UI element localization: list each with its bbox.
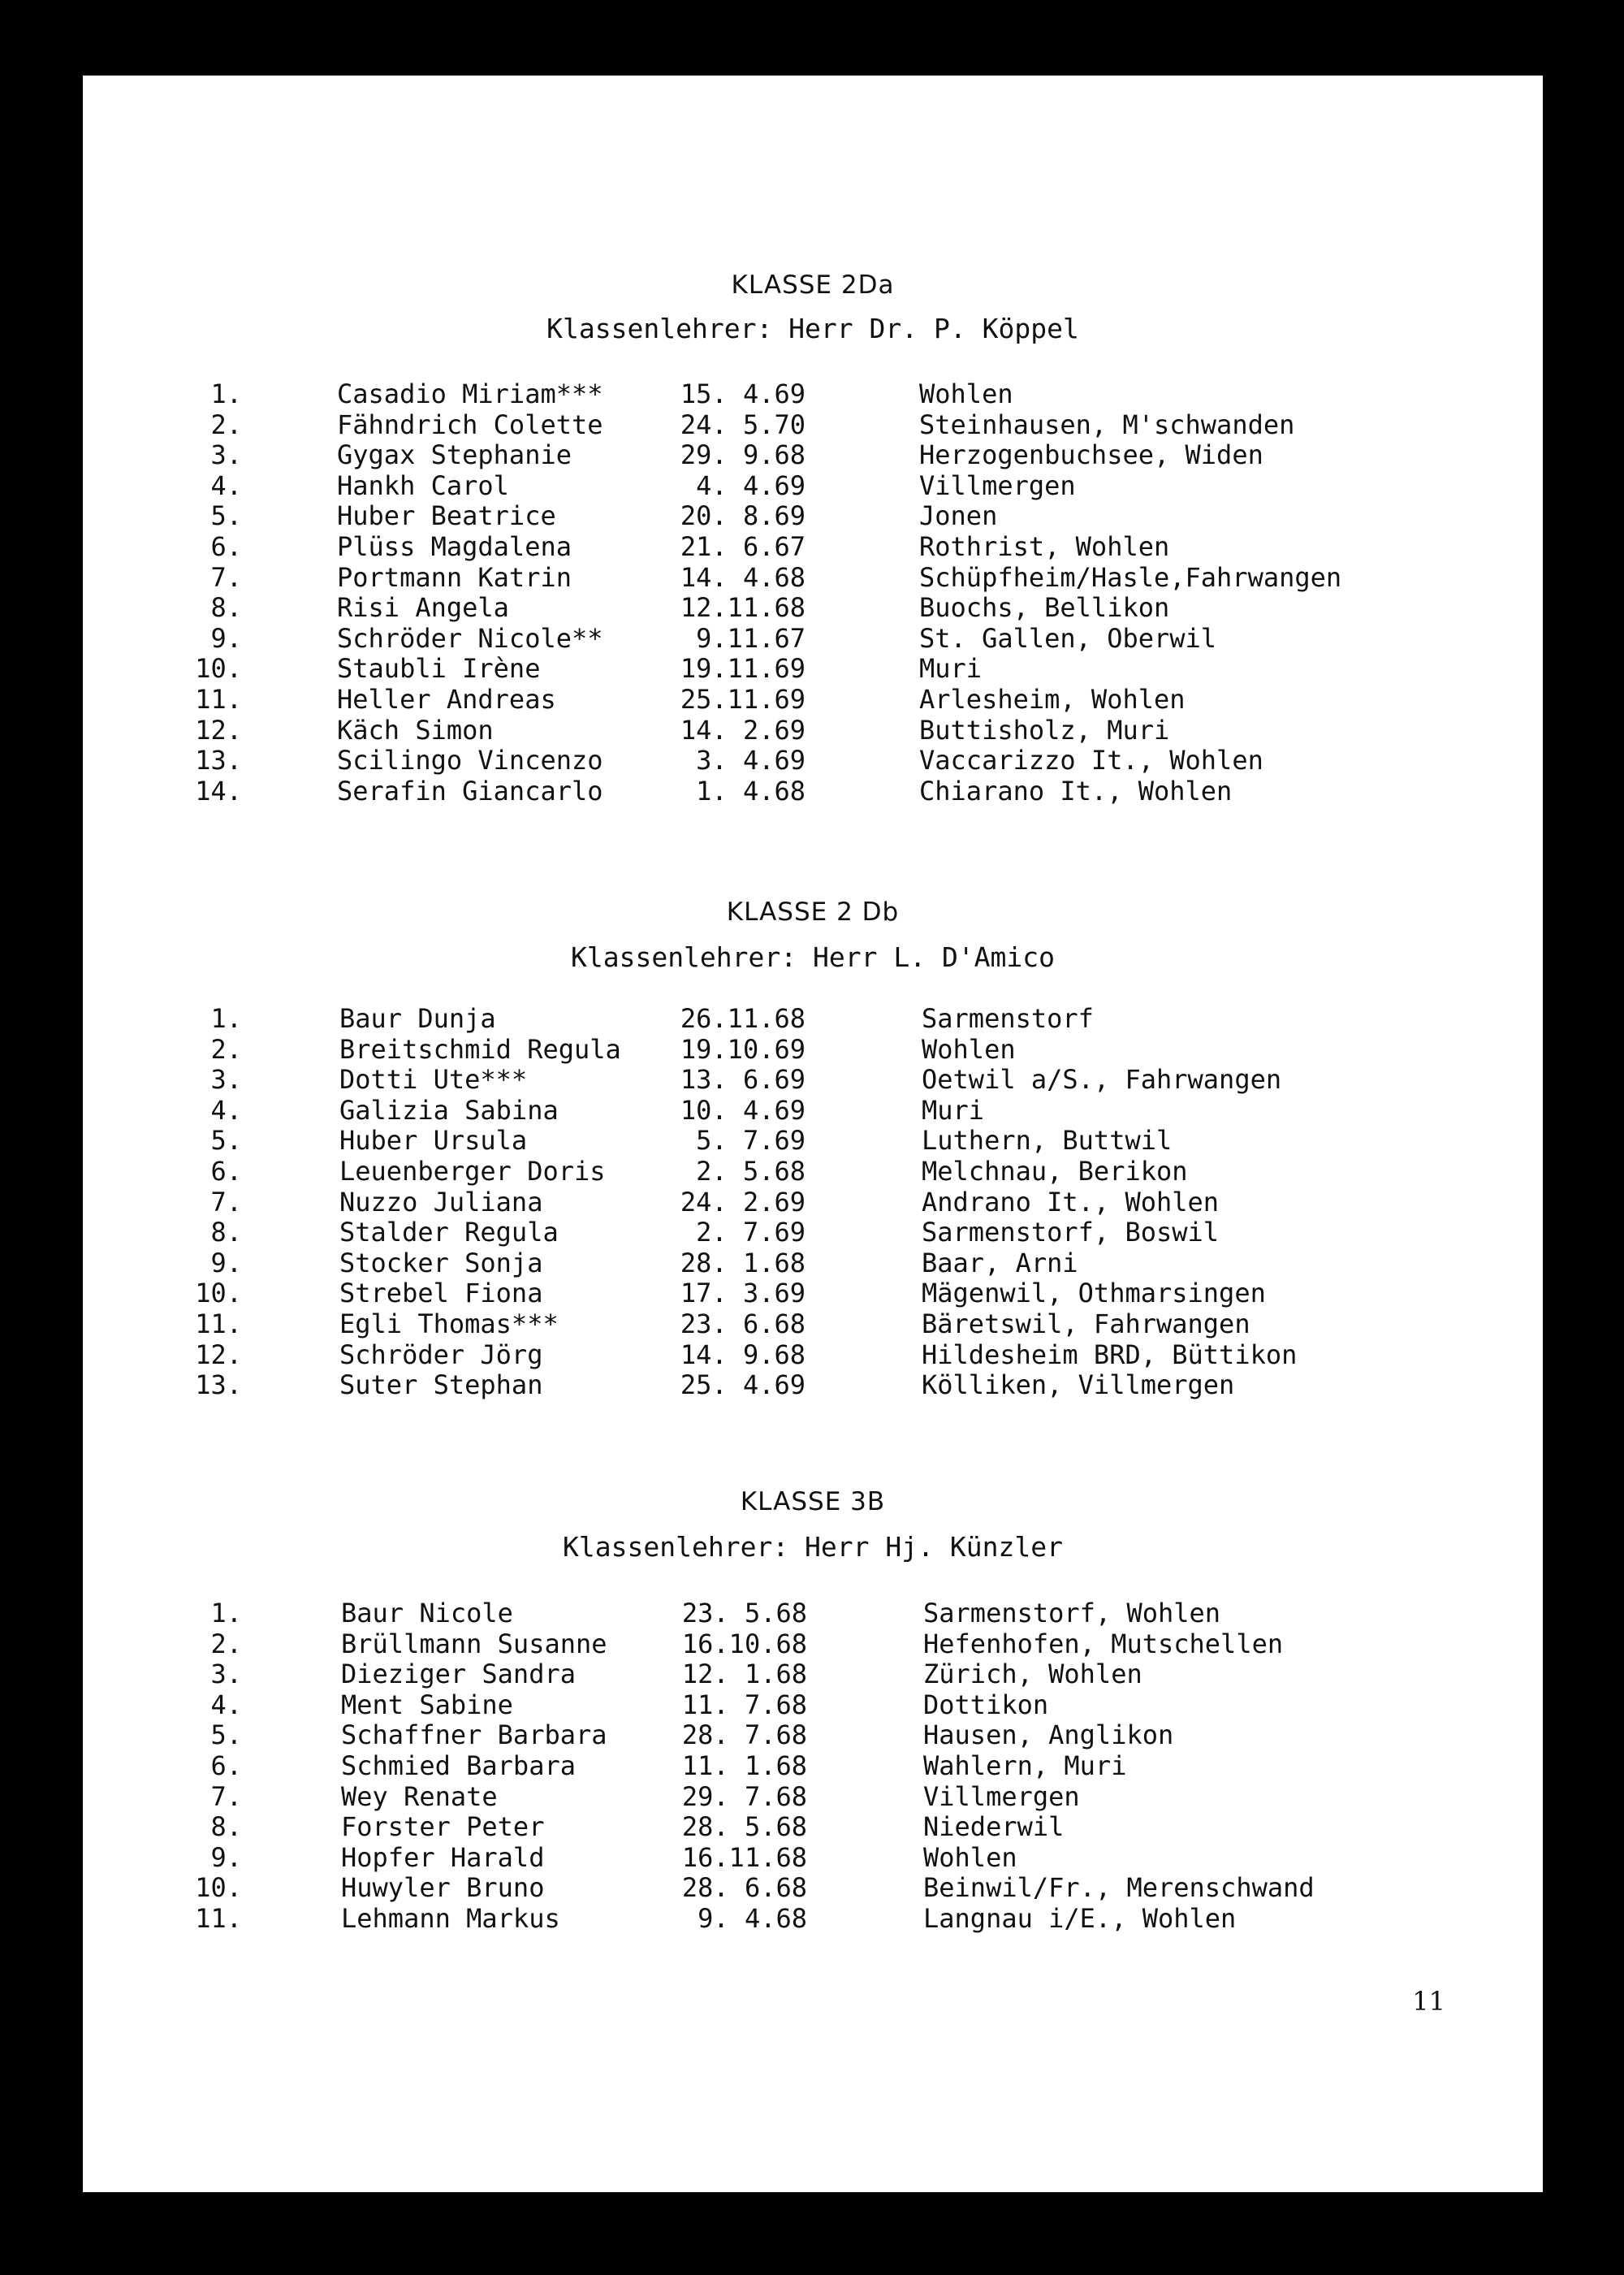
student-row (83, 1065, 1543, 1096)
student-residence: Sarmenstorf, Wohlen (923, 1598, 1221, 1628)
student-residence: Baar, Arni (922, 1247, 1078, 1278)
student-number: 1. (210, 378, 242, 409)
student-row (83, 1157, 1543, 1187)
student-residence: Niederwil (923, 1811, 1065, 1843)
student-birthdate: 14. 2.69 (680, 714, 806, 746)
student-birthdate: 5. 7.69 (696, 1125, 806, 1157)
student-residence: St. Gallen, Oberwil (919, 622, 1217, 654)
student-row (83, 1218, 1543, 1248)
student-number: 12. (195, 1339, 242, 1370)
student-row (83, 1904, 1543, 1935)
student-name: Galizia Sabina (339, 1094, 559, 1126)
student-name: Risi Angela (337, 592, 509, 624)
student-residence: Bäretswil, Fahrwangen (922, 1308, 1250, 1339)
student-birthdate: 26.11.68 (680, 1003, 806, 1034)
student-name: Dieziger Sandra (341, 1659, 576, 1690)
student-residence: Wohlen (922, 1033, 1016, 1065)
student-name: Breitschmid Regula (339, 1033, 621, 1065)
class-title: KLASSE 2 Db (726, 897, 900, 927)
document-page (83, 76, 1543, 2192)
student-residence: Beinwil/Fr., Merenschwand (923, 1872, 1315, 1904)
student-number: 14. (195, 775, 242, 807)
student-name: Heller Andreas (337, 683, 556, 715)
student-name: Lehmann Markus (341, 1902, 560, 1934)
student-number: 2. (210, 1033, 242, 1065)
student-name: Strebel Fiona (339, 1278, 543, 1309)
student-residence: Dottikon (923, 1689, 1049, 1720)
student-birthdate: 9. 4.68 (698, 1902, 807, 1934)
student-row (83, 471, 1543, 502)
student-name: Serafin Giancarlo (337, 775, 603, 807)
student-birthdate: 9.11.67 (696, 622, 806, 654)
student-residence: Wohlen (923, 1841, 1017, 1873)
student-number: 7. (210, 1186, 242, 1218)
student-number: 3. (210, 1064, 242, 1096)
student-residence: Sarmenstorf (922, 1003, 1094, 1034)
student-residence: Melchnau, Berikon (922, 1155, 1188, 1187)
class-teacher: Klassenlehrer: Herr L. D'Amico (570, 941, 1056, 973)
student-number: 8. (210, 1811, 242, 1843)
student-name: Schaffner Barbara (341, 1719, 607, 1751)
student-row (83, 1629, 1543, 1660)
student-row (83, 1004, 1543, 1035)
student-birthdate: 4. 4.69 (696, 469, 806, 501)
student-residence: Oetwil a/S., Fahrwangen (922, 1064, 1282, 1096)
class-title: KLASSE 2Da (731, 270, 895, 300)
student-name: Käch Simon (337, 714, 494, 746)
student-name: Portmann Katrin (337, 561, 572, 593)
student-residence: Langnau i/E., Wohlen (923, 1902, 1237, 1934)
student-row (83, 1035, 1543, 1066)
student-name: Scilingo Vincenzo (337, 745, 603, 776)
student-row (83, 1873, 1543, 1904)
student-birthdate: 19.10.69 (680, 1033, 806, 1065)
student-number: 9. (210, 622, 242, 654)
student-name: Gygax Stephanie (337, 439, 572, 471)
student-number: 3. (210, 1659, 242, 1690)
student-birthdate: 15. 4.69 (680, 378, 806, 409)
student-number: 12. (195, 714, 242, 746)
student-birthdate: 25. 4.69 (680, 1369, 806, 1401)
student-name: Suter Stephan (339, 1369, 543, 1401)
student-row (83, 593, 1543, 624)
student-residence: Sarmenstorf, Boswil (922, 1217, 1220, 1248)
student-name: Nuzzo Juliana (339, 1186, 543, 1218)
student-residence: Villmergen (919, 469, 1076, 501)
student-birthdate: 11. 7.68 (681, 1689, 807, 1720)
student-name: Forster Peter (341, 1811, 545, 1843)
student-row (83, 1782, 1543, 1813)
student-name: Schröder Jörg (339, 1339, 543, 1370)
student-name: Hopfer Harald (341, 1841, 545, 1873)
student-birthdate: 12.11.68 (680, 592, 806, 624)
student-residence: Hausen, Anglikon (923, 1719, 1174, 1751)
student-number: 4. (210, 1094, 242, 1126)
student-name: Casadio Miriam*** (337, 378, 603, 409)
student-residence: Jonen (919, 500, 998, 532)
student-residence: Buttisholz, Muri (919, 714, 1170, 746)
student-residence: Buochs, Bellikon (919, 592, 1170, 624)
student-birthdate: 16.10.68 (681, 1628, 807, 1659)
student-number: 1. (210, 1003, 242, 1034)
student-number: 6. (210, 1155, 242, 1187)
student-number: 10. (195, 653, 242, 685)
student-list (83, 1004, 1543, 1401)
student-residence: Herzogenbuchsee, Widen (919, 439, 1263, 471)
student-name: Hankh Carol (337, 469, 509, 501)
student-number: 4. (210, 469, 242, 501)
student-name: Huber Ursula (339, 1125, 528, 1157)
student-number: 10. (195, 1872, 242, 1904)
student-row (83, 440, 1543, 471)
student-birthdate: 28. 5.68 (681, 1811, 807, 1843)
student-birthdate: 12. 1.68 (681, 1659, 807, 1690)
student-birthdate: 29. 7.68 (681, 1780, 807, 1812)
student-row (83, 1096, 1543, 1127)
student-row (83, 716, 1543, 746)
student-number: 5. (210, 1125, 242, 1157)
student-birthdate: 19.11.69 (680, 653, 806, 685)
student-residence: Muri (922, 1094, 985, 1126)
student-residence: Muri (919, 653, 983, 685)
student-name: Ment Sabine (341, 1689, 513, 1720)
student-row (83, 563, 1543, 594)
student-birthdate: 20. 8.69 (680, 500, 806, 532)
student-row (83, 654, 1543, 685)
student-name: Dotti Ute*** (339, 1064, 528, 1096)
student-name: Staubli Irène (337, 653, 541, 685)
student-row (83, 624, 1543, 655)
student-number: 1. (210, 1598, 242, 1628)
student-number: 5. (210, 1719, 242, 1751)
student-row (83, 1720, 1543, 1751)
student-row (83, 1370, 1543, 1401)
student-birthdate: 13. 6.69 (680, 1064, 806, 1096)
student-name: Leuenberger Doris (339, 1155, 606, 1187)
student-row (83, 1248, 1543, 1279)
student-number: 8. (210, 592, 242, 624)
student-name: Schröder Nicole** (337, 622, 603, 654)
student-number: 8. (210, 1217, 242, 1248)
student-name: Huwyler Bruno (341, 1872, 545, 1904)
student-row (83, 1659, 1543, 1690)
student-name: Baur Dunja (339, 1003, 496, 1034)
student-row (83, 1278, 1543, 1309)
student-list (83, 379, 1543, 807)
student-residence: Andrano It., Wohlen (922, 1186, 1220, 1218)
student-row (83, 746, 1543, 776)
student-number: 7. (210, 561, 242, 593)
student-number: 6. (210, 1750, 242, 1781)
student-number: 13. (195, 745, 242, 776)
student-name: Stalder Regula (339, 1217, 559, 1248)
student-residence: Wohlen (919, 378, 1013, 409)
student-name: Schmied Barbara (341, 1750, 576, 1781)
student-number: 11. (195, 1902, 242, 1934)
student-birthdate: 2. 5.68 (696, 1155, 806, 1187)
student-number: 4. (210, 1689, 242, 1720)
student-residence: Villmergen (923, 1780, 1080, 1812)
student-birthdate: 3. 4.69 (696, 745, 806, 776)
student-birthdate: 25.11.69 (680, 683, 806, 715)
student-row (83, 1751, 1543, 1782)
student-row (83, 1187, 1543, 1218)
student-residence: Steinhausen, M'schwanden (919, 409, 1295, 440)
student-residence: Rothrist, Wohlen (919, 530, 1170, 562)
student-birthdate: 1. 4.68 (696, 775, 806, 807)
student-residence: Kölliken, Villmergen (922, 1369, 1235, 1401)
student-name: Brüllmann Susanne (341, 1628, 607, 1659)
student-row (83, 379, 1543, 410)
student-row (83, 776, 1543, 807)
student-birthdate: 23. 5.68 (681, 1598, 807, 1628)
student-residence: Hefenhofen, Mutschellen (923, 1628, 1284, 1659)
student-number: 3. (210, 439, 242, 471)
page-number: 11 (1412, 1986, 1445, 2017)
student-birthdate: 28. 7.68 (681, 1719, 807, 1751)
student-row (83, 501, 1543, 532)
student-residence: Arlesheim, Wohlen (919, 683, 1186, 715)
student-number: 9. (210, 1841, 242, 1873)
student-birthdate: 10. 4.69 (680, 1094, 806, 1126)
student-name: Egli Thomas*** (339, 1308, 559, 1339)
student-birthdate: 24. 2.69 (680, 1186, 806, 1218)
student-number: 7. (210, 1780, 242, 1812)
student-name: Wey Renate (341, 1780, 498, 1812)
student-row (83, 1598, 1543, 1629)
student-residence: Hildesheim BRD, Büttikon (922, 1339, 1298, 1370)
student-number: 2. (210, 1628, 242, 1659)
student-birthdate: 14. 4.68 (680, 561, 806, 593)
student-name: Stocker Sonja (339, 1247, 543, 1278)
class-teacher: Klassenlehrer: Herr Dr. P. Köppel (546, 313, 1079, 344)
student-birthdate: 28. 6.68 (681, 1872, 807, 1904)
student-name: Fähndrich Colette (337, 409, 603, 440)
student-residence: Luthern, Buttwil (922, 1125, 1173, 1157)
student-number: 13. (195, 1369, 242, 1401)
student-residence: Mägenwil, Othmarsingen (922, 1278, 1266, 1309)
student-birthdate: 28. 1.68 (680, 1247, 806, 1278)
student-residence: Zürich, Wohlen (923, 1659, 1142, 1690)
student-name: Baur Nicole (341, 1598, 513, 1628)
student-birthdate: 14. 9.68 (680, 1339, 806, 1370)
student-name: Huber Beatrice (337, 500, 556, 532)
student-row (83, 1690, 1543, 1721)
student-birthdate: 29. 9.68 (680, 439, 806, 471)
student-number: 9. (210, 1247, 242, 1278)
class-title: KLASSE 3B (740, 1487, 886, 1516)
student-row (83, 685, 1543, 716)
student-birthdate: 23. 6.68 (680, 1308, 806, 1339)
student-name: Plüss Magdalena (337, 530, 572, 562)
student-row (83, 532, 1543, 563)
student-row (83, 1340, 1543, 1371)
student-number: 11. (195, 1308, 242, 1339)
student-row (83, 1126, 1543, 1157)
student-residence: Chiarano It., Wohlen (919, 775, 1233, 807)
student-birthdate: 24. 5.70 (680, 409, 806, 440)
student-number: 10. (195, 1278, 242, 1309)
student-residence: Vaccarizzo It., Wohlen (919, 745, 1263, 776)
class-teacher: Klassenlehrer: Herr Hj. Künzler (563, 1531, 1063, 1563)
student-birthdate: 16.11.68 (681, 1841, 807, 1873)
student-birthdate: 2. 7.69 (696, 1217, 806, 1248)
student-list (83, 1598, 1543, 1935)
student-number: 2. (210, 409, 242, 440)
student-birthdate: 21. 6.67 (680, 530, 806, 562)
student-row (83, 1309, 1543, 1340)
student-row (83, 1843, 1543, 1874)
student-residence: Schüpfheim/Hasle,Fahrwangen (919, 561, 1342, 593)
student-residence: Wahlern, Muri (923, 1750, 1127, 1781)
student-row (83, 1812, 1543, 1843)
student-number: 6. (210, 530, 242, 562)
student-row (83, 410, 1543, 441)
student-number: 5. (210, 500, 242, 532)
student-birthdate: 17. 3.69 (680, 1278, 806, 1309)
student-birthdate: 11. 1.68 (681, 1750, 807, 1781)
student-number: 11. (195, 683, 242, 715)
